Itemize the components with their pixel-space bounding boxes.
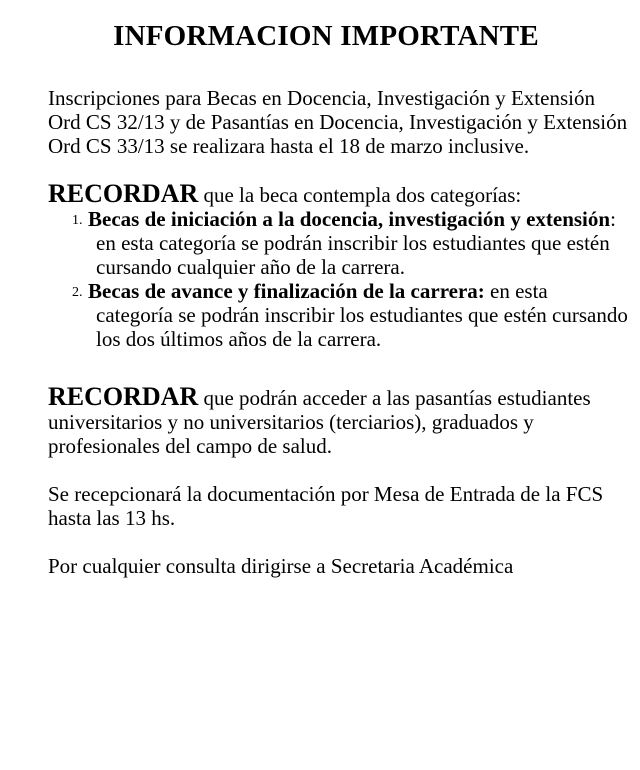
documentation-paragraph: Se recepcionará la documentación por Mesa de Entrada de la FCS hasta las 13 hs. xyxy=(48,482,604,530)
list-item-body xyxy=(88,279,628,351)
category-title: Becas de iniciación a la docencia, investigación y extensión xyxy=(88,207,611,231)
spacer xyxy=(48,530,628,554)
recordar-pasantias-text: que podrán acceder a las pasantías estudiantes universitarios y no universitarios (terciarios), graduados y profesionales del campo de salud. xyxy=(48,386,591,458)
contact-paragraph: Por cualquier consulta dirigirse a Secretaria Académica xyxy=(48,554,514,578)
category-description: en esta categoría se podrán inscribir los estudiantes que estén cursando los dos últimos años de la carrera. xyxy=(96,279,628,351)
recordar-keyword: RECORDAR xyxy=(48,382,199,411)
list-item xyxy=(48,279,628,351)
category-description: : en esta categoría se podrán inscribir los estudiantes que estén cursando cualquier año de la carrera. xyxy=(96,207,616,279)
list-item xyxy=(48,207,628,279)
category-title: Becas de avance y finalización de la carrera: xyxy=(88,279,485,303)
document-page xyxy=(48,18,628,578)
recordar-keyword: RECORDAR xyxy=(48,179,199,208)
categories-list xyxy=(48,207,628,351)
list-item-body xyxy=(88,207,628,279)
recordar-categories-text: que la beca contempla dos categorías: xyxy=(198,183,522,207)
list-item-number: 2. xyxy=(72,285,83,300)
spacer xyxy=(48,351,628,385)
list-item-number: 1. xyxy=(72,213,83,228)
spacer xyxy=(48,458,628,482)
page-title: INFORMACION IMPORTANTE xyxy=(113,20,539,52)
recordar-pasantias-paragraph xyxy=(48,382,628,458)
recordar-categories-intro xyxy=(48,179,628,208)
inscription-paragraph: Inscripciones para Becas en Docencia, Investigación y Extensión Ord CS 32/13 y de Pasantías en Docencia, Investigación y Extensión Ord CS 33/13 se realizara hasta el 18 de marzo inclusive. xyxy=(48,86,628,158)
